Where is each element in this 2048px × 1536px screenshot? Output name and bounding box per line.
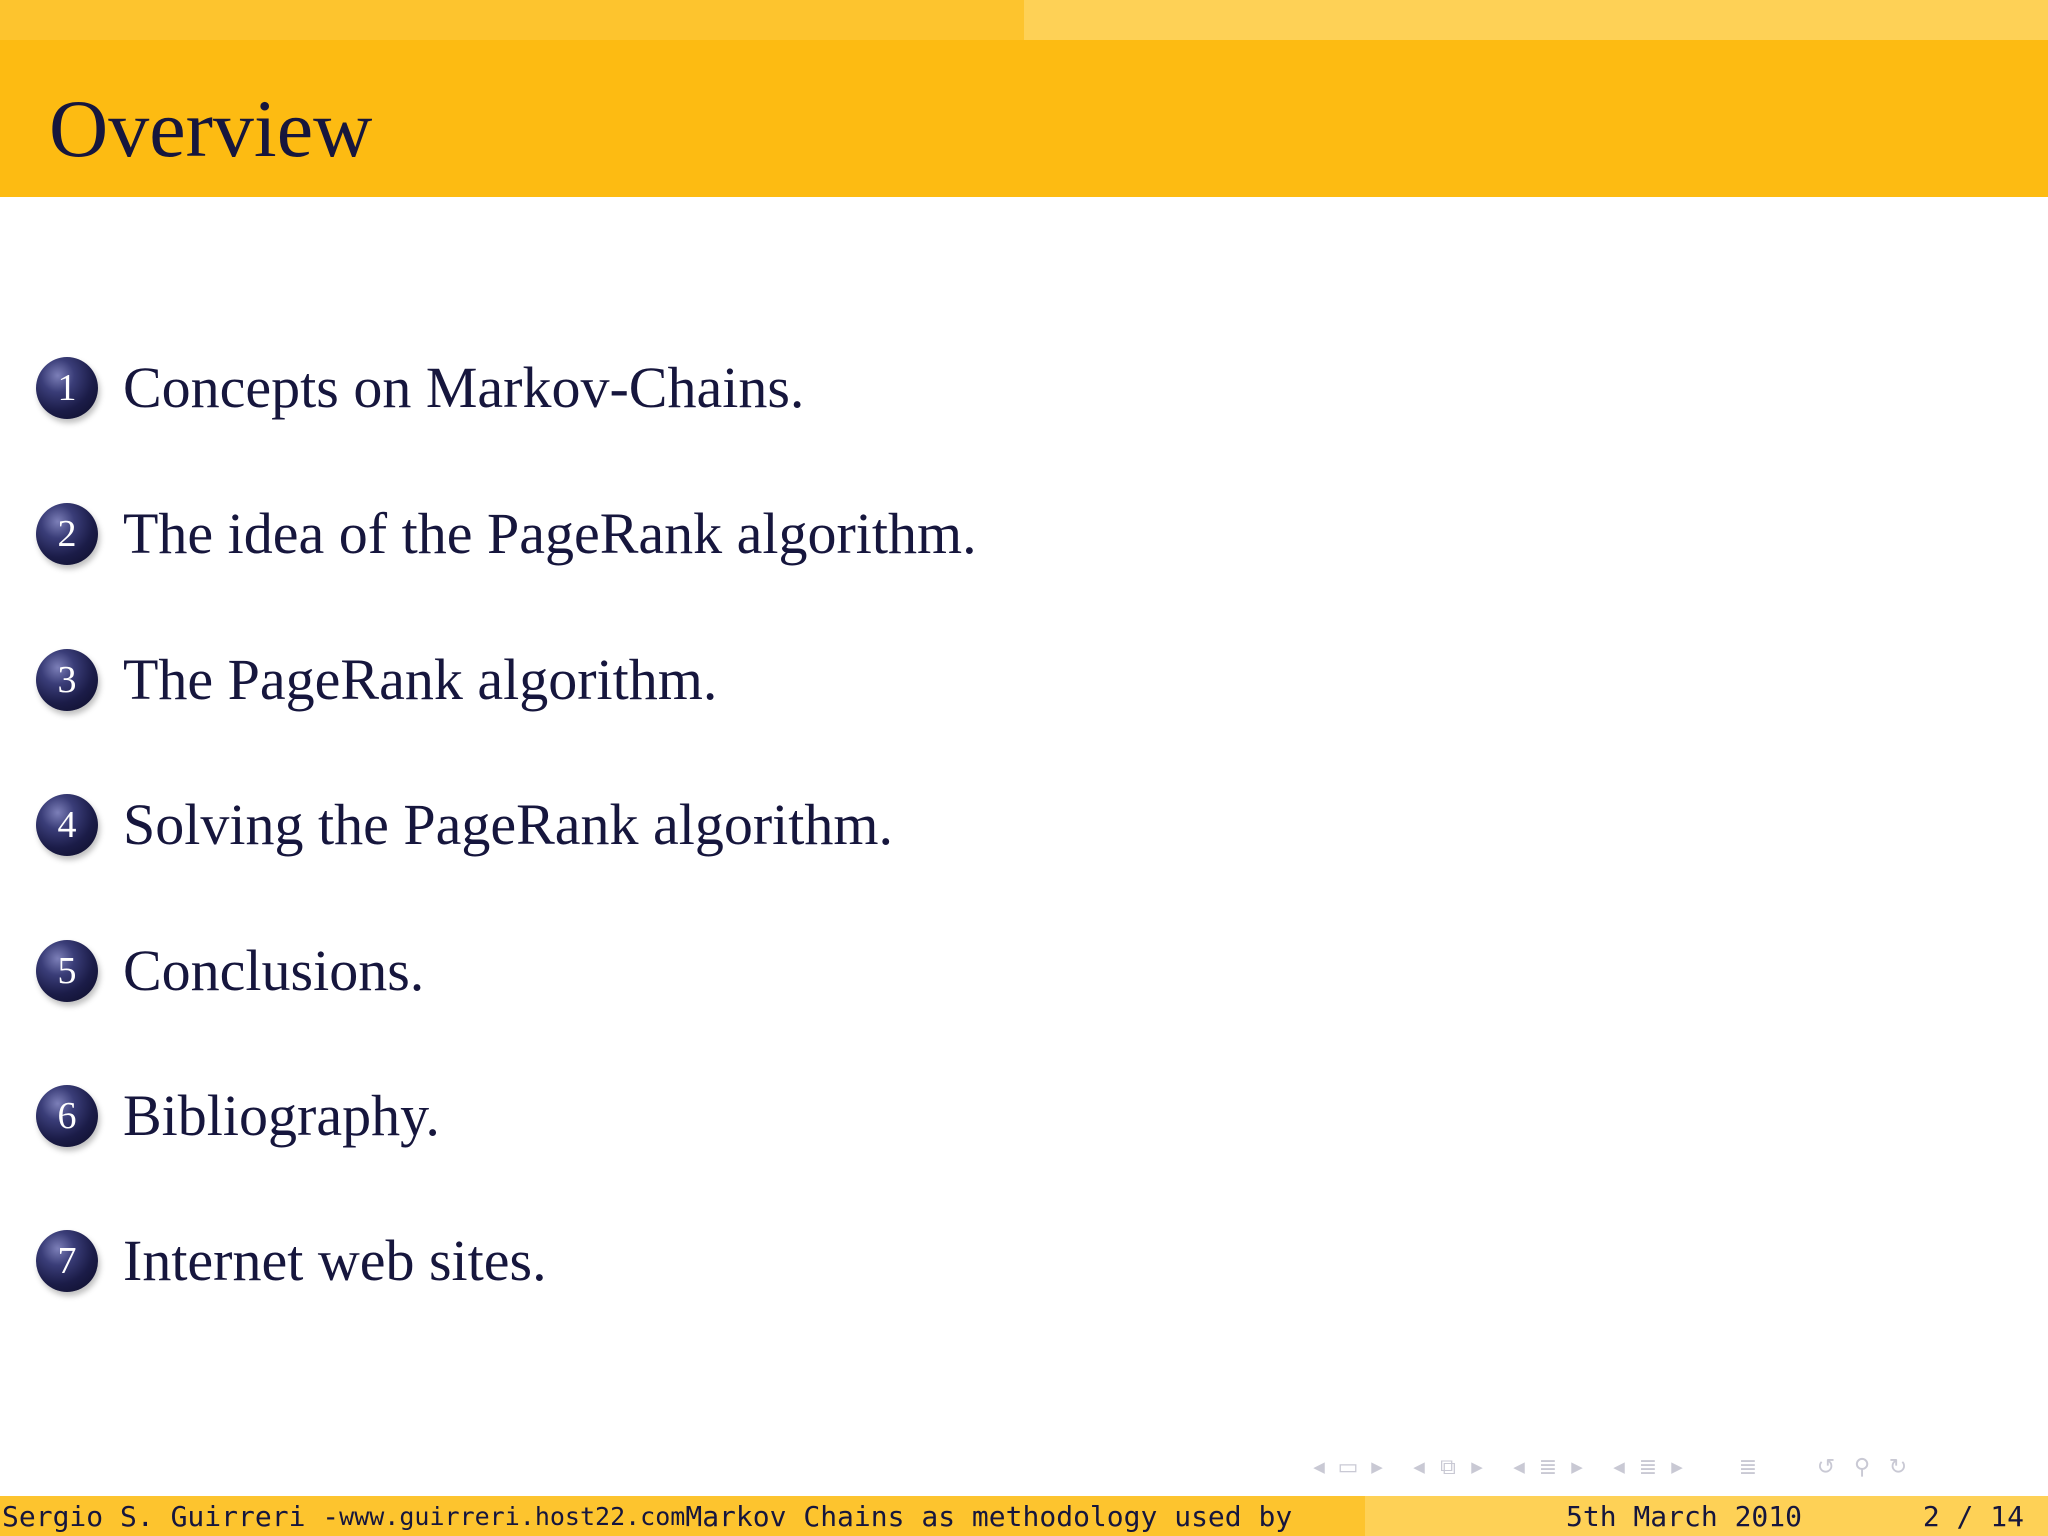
number-ball: 2 [36,503,98,565]
forward-icon[interactable]: ↻ [1888,1454,1908,1480]
outline-item[interactable] [36,640,717,720]
top-strip-left [0,0,1024,40]
outline-item-text: Concepts on Markov-Chains. [123,355,805,420]
footer-author: Sergio S. Guirreri - [2,1499,340,1533]
top-navigation-strip [0,0,2048,40]
beamer-navigation-controls [1308,1447,1916,1487]
footer-right [1365,1496,2048,1536]
arrow-left-icon[interactable]: ◀ [1413,1458,1425,1476]
outline-item-text: The PageRank algorithm. [123,647,718,712]
arrow-left-icon[interactable]: ◀ [1313,1458,1325,1476]
search-icon[interactable]: ⚲ [1853,1454,1871,1480]
arrow-right-icon[interactable]: ▶ [1471,1458,1483,1476]
subsection-icon[interactable]: ≣ [1538,1454,1558,1480]
arrow-left-icon[interactable]: ◀ [1613,1458,1625,1476]
back-icon[interactable]: ↺ [1816,1454,1836,1480]
footer-bar [0,1496,2048,1536]
frame-title-bar [0,40,2048,197]
page-number: 2 / 14 [1922,1499,2024,1533]
outline-item-text: Solving the PageRank algorithm. [123,792,894,857]
outline-item[interactable] [36,931,424,1011]
footer-title: Markov Chains as methodology used by [685,1499,1293,1533]
number-ball: 6 [36,1085,98,1147]
outline-item-text: Internet web sites. [123,1228,547,1293]
arrow-right-icon[interactable]: ▶ [1671,1458,1683,1476]
arrow-right-icon[interactable]: ▶ [1371,1458,1383,1476]
outline-item-text: Bibliography. [123,1083,440,1148]
section-icon[interactable]: ≣ [1638,1454,1658,1480]
appendix-icon[interactable]: ≣ [1738,1454,1758,1480]
outline-item[interactable] [36,494,977,574]
footer-website[interactable]: www.guirreri.host22.com [339,1501,686,1531]
frame-icon[interactable]: ⧉ [1440,1454,1456,1480]
number-ball: 7 [36,1230,98,1292]
outline-item[interactable] [36,348,804,428]
arrow-right-icon[interactable]: ▶ [1571,1458,1583,1476]
footer-date: 5th March 2010 [1566,1499,1803,1533]
number-ball: 4 [36,794,98,856]
outline-item-text: The idea of the PageRank algorithm. [123,501,977,566]
slide-icon[interactable]: ▭ [1337,1454,1359,1480]
number-ball: 1 [36,357,98,419]
outline-item[interactable] [36,1221,547,1301]
footer-left [0,1496,1365,1536]
frame-title: Overview [49,83,373,174]
outline-item-text: Conclusions. [123,938,425,1003]
outline-item[interactable] [36,785,893,865]
arrow-left-icon[interactable]: ◀ [1513,1458,1525,1476]
outline-item[interactable] [36,1076,440,1156]
number-ball: 3 [36,649,98,711]
top-strip-right [1024,0,2048,40]
number-ball: 5 [36,940,98,1002]
